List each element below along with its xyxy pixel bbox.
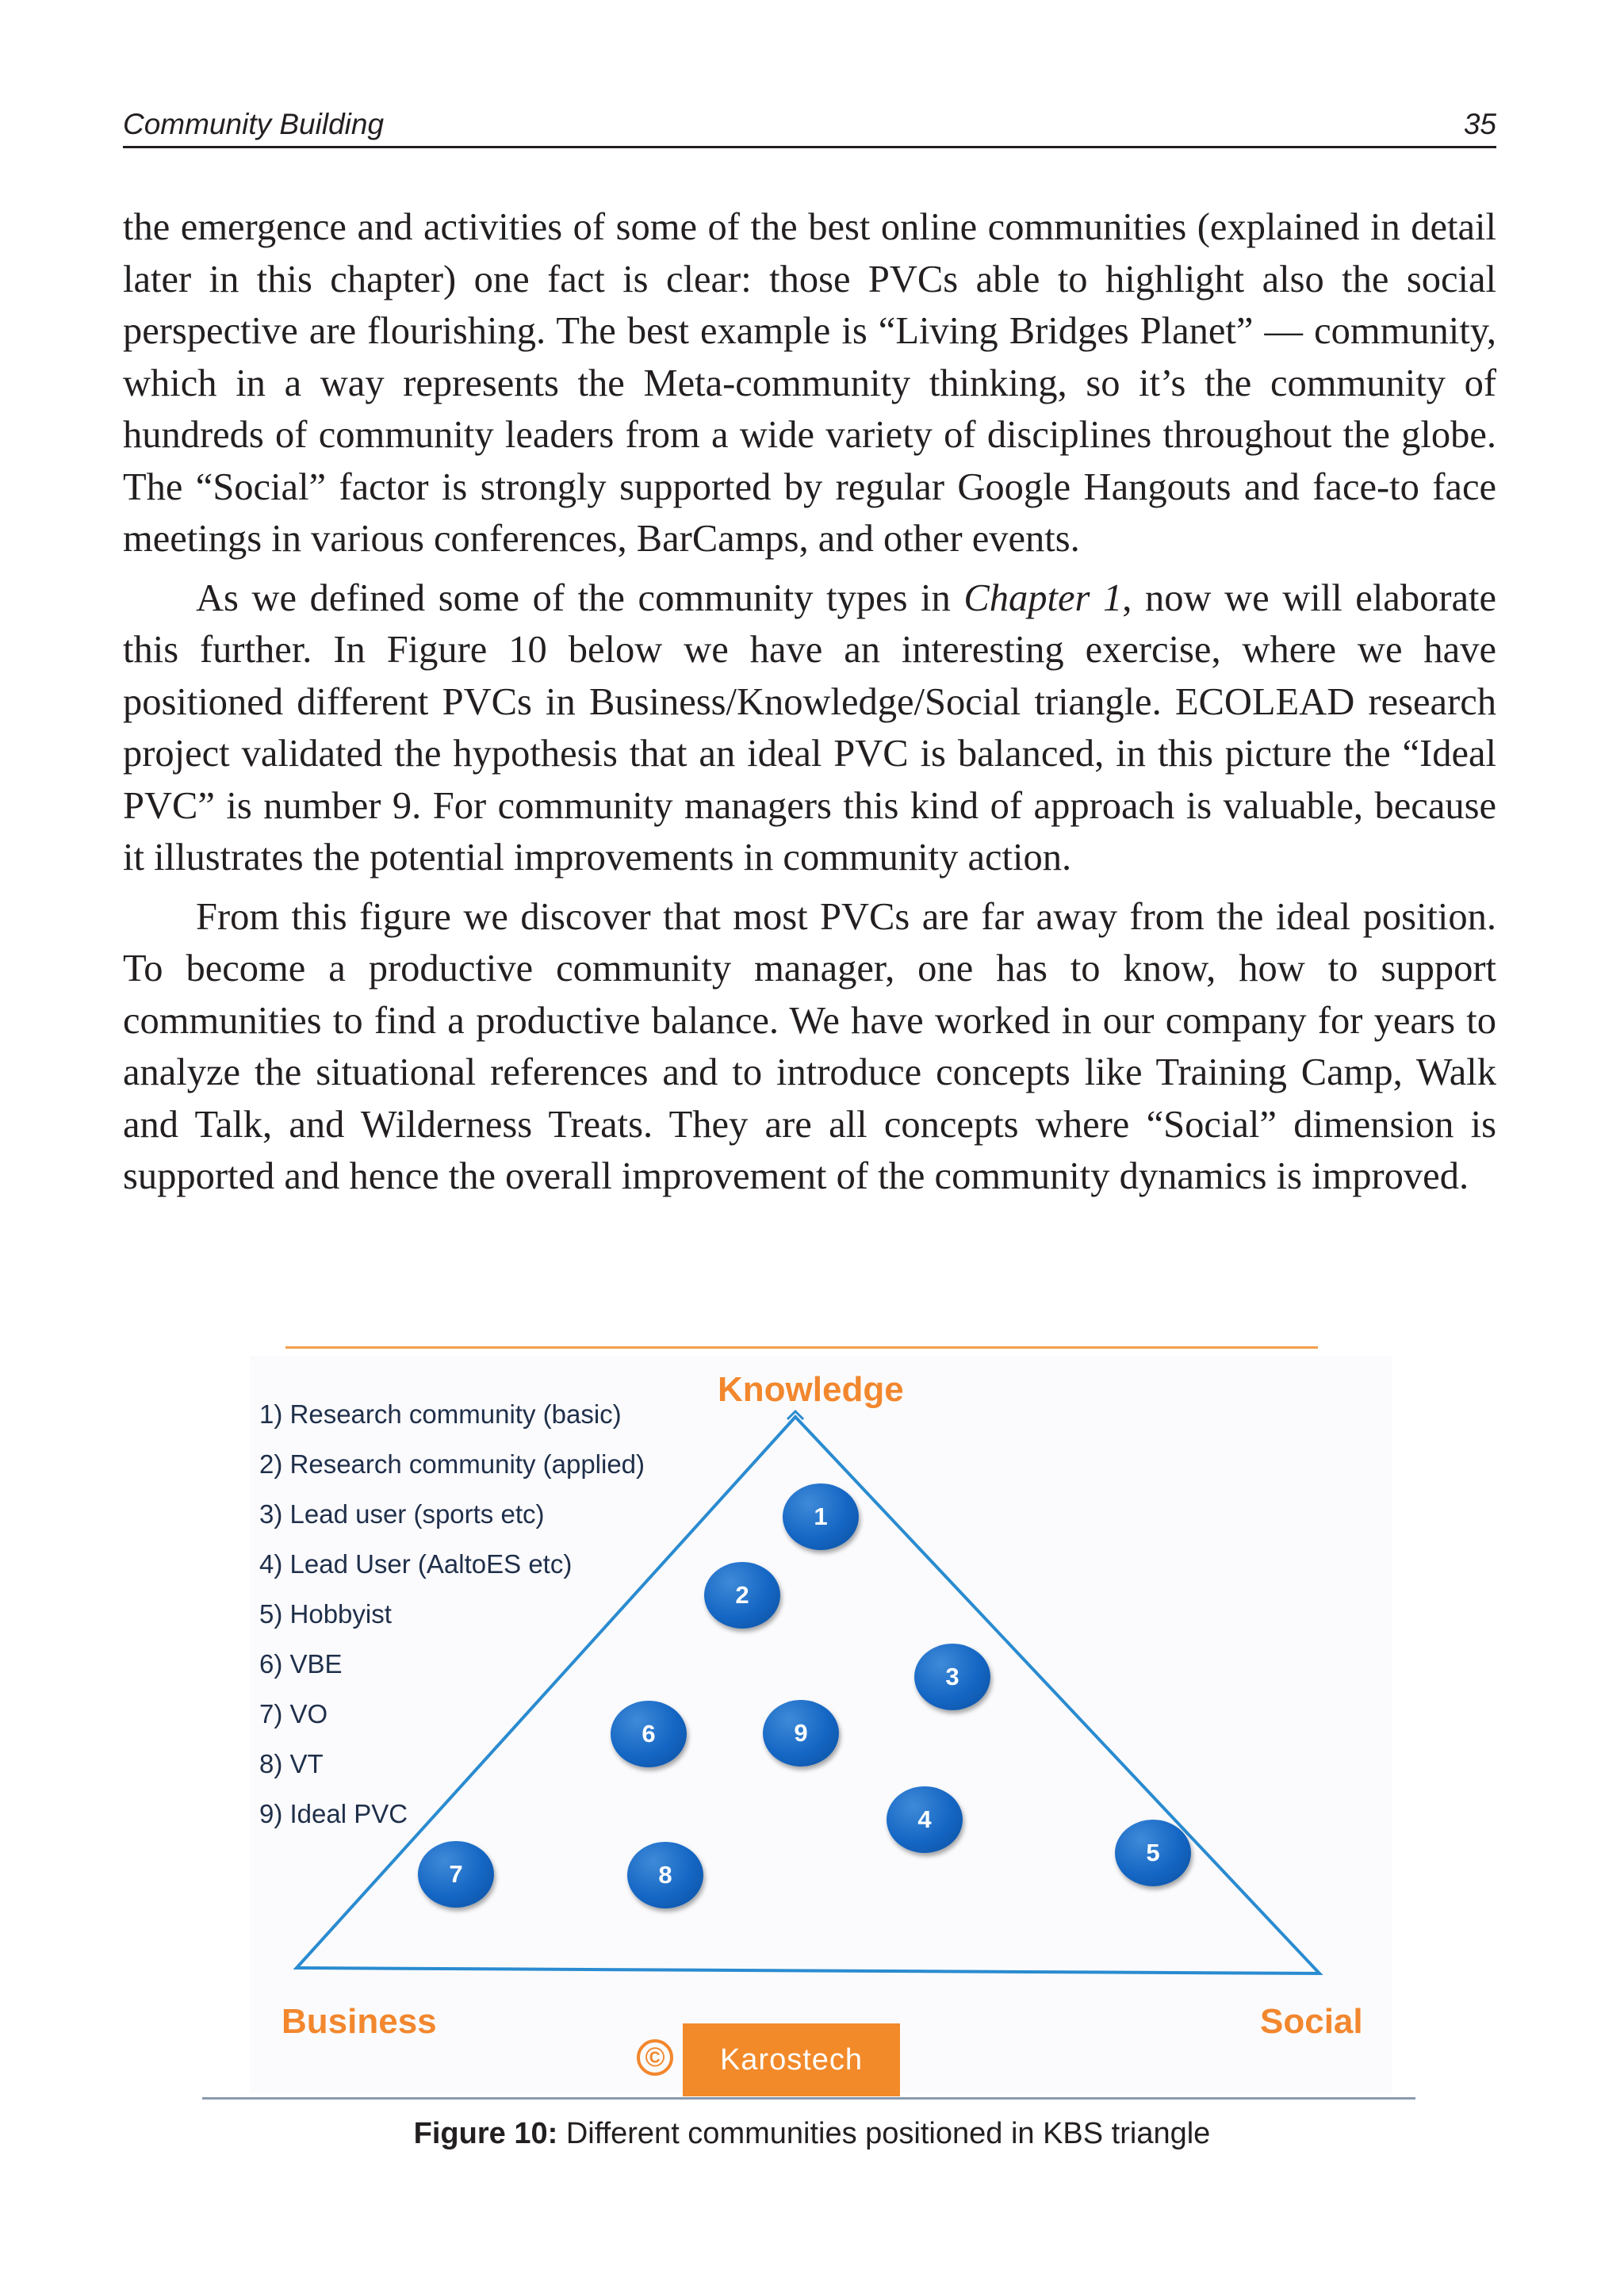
figure-caption xyxy=(0,2117,1624,2151)
bubble-7: 7 xyxy=(418,1841,494,1908)
kbs-triangle-figure xyxy=(202,1340,1415,2101)
page-number: 35 xyxy=(1463,108,1496,140)
figure-bottom-rule xyxy=(202,2097,1415,2100)
bubble-2: 2 xyxy=(704,1562,780,1629)
copyright-icon: © xyxy=(637,2039,673,2076)
paragraph-3: From this figure we discover that most PVCs are far away from the ideal position. To become a productive community manager, one has to know, how to support communities to find a productive balance. We have worked in our company for years to analyze the situational references and to introduce concepts like Training Camp, Walk and Talk, and Wilderness Treats. They are all concepts where “Social” dimension is supported and hence the overall improvement of the community dynamics is improved. xyxy=(123,895,1496,1197)
bubble-3: 3 xyxy=(914,1644,990,1710)
paragraph-2-end: , now we will elaborate this further. In Figure 10 below we have an interesting exercise, where we have positioned different PVCs in Business/Knowledge/Social triangle. ECOLEAD research project validated the hypothesis that an ideal PVC is balanced, in this picture the “Ideal PVC” is number 9. For community managers this kind of approach is valuable, because it illustrates the potential improvements in community action. xyxy=(123,576,1497,879)
legend-item: 3) Lead user (sports etc) xyxy=(259,1499,545,1529)
legend-item: 6) VBE xyxy=(259,1649,343,1679)
paragraph-2-start: As we defined some of the community types in xyxy=(196,576,964,619)
chapter-reference: Chapter 1 xyxy=(963,576,1123,619)
legend-item: 2) Research community (applied) xyxy=(259,1449,645,1479)
vertex-social: Social xyxy=(1260,2002,1363,2041)
legend-item: 9) Ideal PVC xyxy=(259,1799,408,1828)
figure-legend xyxy=(259,1389,645,1839)
paragraph-1: the emergence and activities of some of the best online communities (explained in detail later in this chapter) one fact is clear: those PVCs able to highlight also the social perspective are flourishing. The best example is “Living Bridges Planet” — community, which in a way represents the Meta-community thinking, so it’s the community of hundreds of community leaders from a wide variety of disciplines throughout the globe. The “Social” factor is strongly supported by regular Google Hangouts and face-to face meetings in various conferences, BarCamps, and other events. xyxy=(123,206,1496,560)
running-header xyxy=(123,105,1496,148)
vertex-knowledge: Knowledge xyxy=(718,1370,904,1409)
karostech-logo: Karostech xyxy=(683,2023,900,2096)
legend-item: 7) VO xyxy=(259,1699,328,1728)
legend-item: 5) Hobbyist xyxy=(259,1599,392,1629)
bubble-5: 5 xyxy=(1115,1820,1191,1886)
bubble-6: 6 xyxy=(611,1701,687,1767)
legend-item: 8) VT xyxy=(259,1749,324,1778)
vertex-business: Business xyxy=(282,2002,437,2041)
caption-text: Different communities positioned in KBS triangle xyxy=(557,2117,1211,2150)
bubble-8: 8 xyxy=(627,1842,703,1908)
bubble-9: 9 xyxy=(763,1700,839,1767)
legend-item: 4) Lead User (AaltoES etc) xyxy=(259,1549,573,1579)
caption-label: Figure 10: xyxy=(413,2117,558,2150)
running-title: Community Building xyxy=(123,108,385,140)
bubble-4: 4 xyxy=(887,1786,963,1853)
bubble-1: 1 xyxy=(783,1483,859,1550)
body-text xyxy=(123,201,1496,1210)
paragraph-2 xyxy=(123,572,1496,884)
legend-item: 1) Research community (basic) xyxy=(259,1399,622,1429)
